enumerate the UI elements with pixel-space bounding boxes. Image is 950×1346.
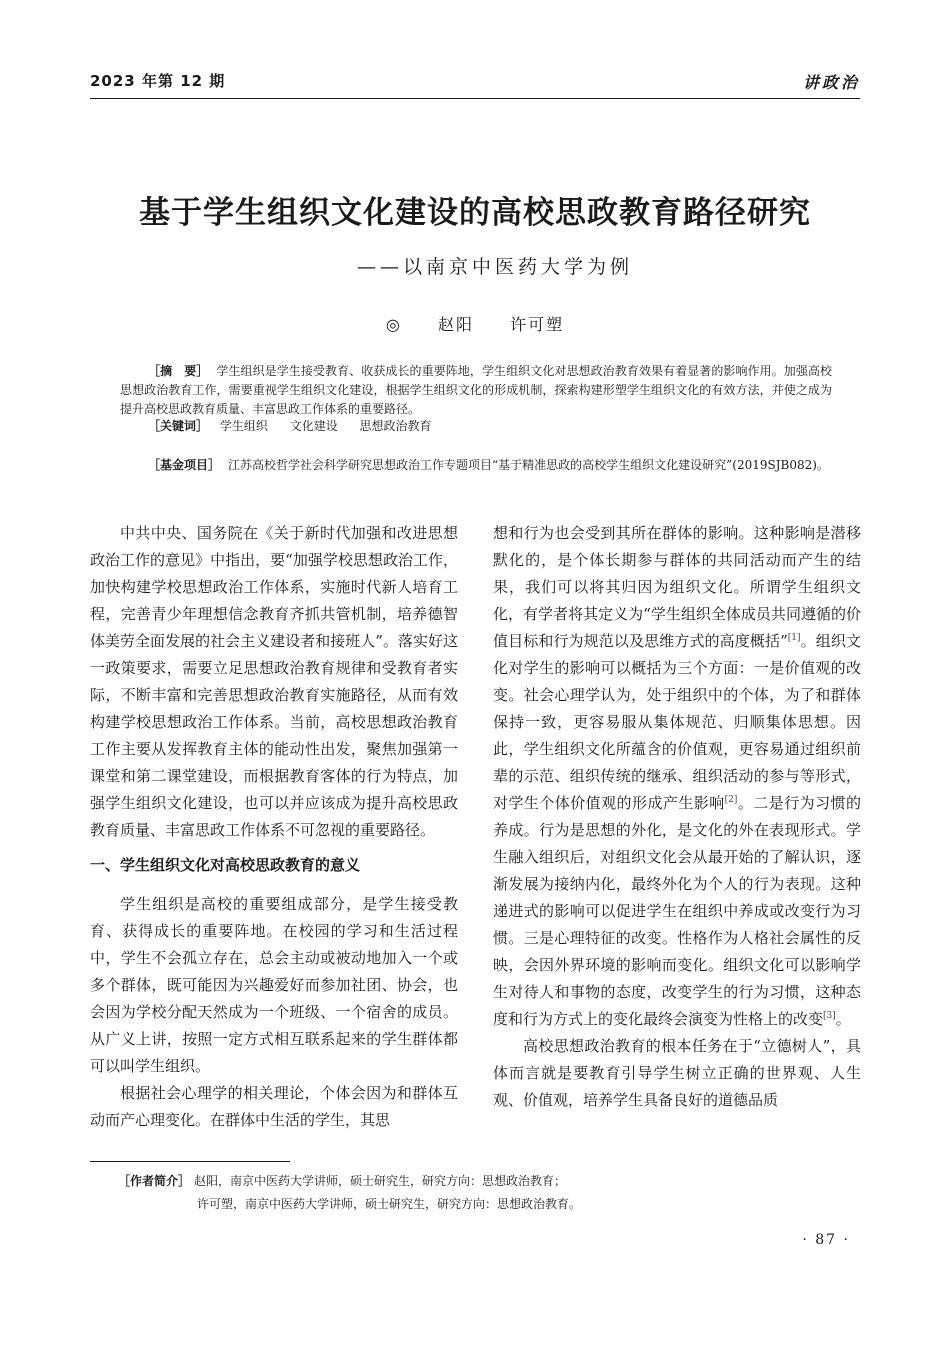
fund-project: [120, 456, 832, 475]
paragraph: 学生组织是高校的重要组成部分，是学生接受教育、获得成长的重要阵地。在校园的学习和生活过程中，学生不会孤立存在，总会主动或被动地加入一个或多个群体，既可能因为兴趣爱好而参加社团、协会，也会因为学校分配天然成为一个班级、一个宿舍的成员。从广义上讲，按照一定方式相互联系起来的学生群体都可以叫学生组织。: [90, 895, 458, 1075]
author-bio: [118, 1171, 566, 1191]
author-line: [0, 312, 950, 335]
citation-ref[interactable]: [3]: [823, 1011, 836, 1021]
citation-ref[interactable]: [2]: [724, 795, 738, 805]
keywords: [148, 417, 832, 436]
author-name: 许可塑: [510, 315, 565, 334]
author-mark: ◎: [385, 315, 402, 334]
journal-column: 讲政治: [802, 73, 860, 92]
footnote-rule: [90, 1161, 290, 1162]
paragraph: 中共中央、国务院在《关于新时代加强和改进思想政治工作的意见》中指出，要“加强学校思想政治工作，加快构建学校思想政治工作体系，实施时代新人培育工程，完善青少年理想信念教育齐抓共管机制，培养德智体美劳全面发展的社会主义建设者和接班人”。落实好这一政策要求，需要立足思想政治教育规律和受教育者实际，不断丰富和完善思想政治教育实施路径，从而有效构建学校思想政治工作体系。当前，高校思想政治教育工作主要从发挥教育主体的能动性出发，聚焦加强第一课堂和第二课堂建设，而根据教育客体的行为特点，加强学生组织文化建设，也可以并应该成为提升高校思政教育质量、丰富思政工作体系不可忽视的重要路径。: [90, 524, 458, 839]
keywords-label: ［关键词］: [148, 419, 209, 433]
fund-label: ［基金项目］: [148, 458, 221, 472]
keyword: 思想政治教育: [359, 419, 432, 433]
fund-text: 江苏高校哲学社会科学研究思想政治工作专题项目“基于精准思政的高校学生组织文化建设研究”(2019SJB082)。: [228, 458, 829, 472]
keyword: 学生组织: [219, 419, 268, 433]
citation-ref[interactable]: [1]: [787, 633, 801, 643]
abstract-text: 学生组织是学生接受教育、收获成长的重要阵地，学生组织文化对思想政治教育效果有着显著的影响作用。加强高校思想政治教育工作，需要重视学生组织文化建设，根据学生组织文化的形成机制，探索构建形塑学生组织文化的有效方法，并使之成为提升高校思政教育质量、丰富思政工作体系的重要路径。: [120, 364, 832, 416]
paragraph-text: 想和行为也会受到其所在群体的影响。这种影响是潜移默化的，是个体长期参与群体的共同活动而产生的结果，我们可以将其归因为组织文化。所谓学生组织文化，有学者将其定义为“学生组织全体成员共同遵循的价值目标和行为规范以及思维方式的高度概括”: [493, 524, 861, 650]
body-column-right: [493, 520, 861, 1114]
paragraph-text: 。二是行为习惯的养成。行为是思想的外化，是文化的外在表现形式。学生融入组织后，对组织文化会从最开始的了解认识，逐渐发展为接纳内化，最终外化为个人的行为表现。这种递进式的影响可以促进学生在组织中养成或改变行为习惯。三是心理特征的改变。性格作为人格社会属性的反映，会因外界环境的影响而变化。组织文化可以影响学生对待人和事物的态度，改变学生的行为习惯，这种态度和行为方式上的变化最终会演变为性格上的改变: [493, 794, 861, 1028]
paragraph: 高校思想政治教育的根本任务在于“立德树人”，具体而言就是要教育引导学生树立正确的世界观、人生观、价值观，培养学生具备良好的道德品质: [493, 1037, 861, 1109]
article-title: 基于学生组织文化建设的高校思政教育路径研究: [139, 195, 811, 231]
author-bio-line: 赵阳，南京中医药大学讲师，硕士研究生，研究方向：思想政治教育；: [194, 1174, 567, 1188]
section-heading: 一、学生组织文化对高校思政教育的意义: [90, 856, 361, 874]
header-rule: [90, 98, 860, 99]
paragraph: [493, 520, 861, 1033]
author-bio-label: ［作者简介］: [118, 1174, 191, 1188]
page-number: · 87 ·: [802, 1232, 850, 1248]
author-name: 赵阳: [437, 315, 474, 334]
body-column-left: [90, 520, 458, 1134]
paragraph-text: 。: [835, 1010, 851, 1028]
keyword: 文化建设: [289, 419, 338, 433]
abstract: [120, 362, 832, 419]
abstract-label: ［摘 要］: [148, 364, 209, 378]
author-bio-line: 许可塑，南京中医药大学讲师，硕士研究生，研究方向：思想政治教育。: [197, 1197, 582, 1211]
paragraph-text: 。组织文化对学生的影响可以概括为三个方面：一是价值观的改变。社会心理学认为，处于组织中的个体，为了和群体保持一致，更容易服从集体规范、归顺集体思想。因此，学生组织文化所蕴含的价值观，更容易通过组织前辈的示范、组织传统的继承、组织活动的参与等形式，对学生个体价值观的形成产生影响: [493, 632, 861, 812]
paragraph: 根据社会心理学的相关理论，个体会因为和群体互动而产心理变化。在群体中生活的学生，其思: [90, 1084, 458, 1129]
journal-issue: 2023 年第 12 期: [90, 72, 226, 90]
article-subtitle: ——以南京中医药大学为例: [356, 256, 633, 278]
